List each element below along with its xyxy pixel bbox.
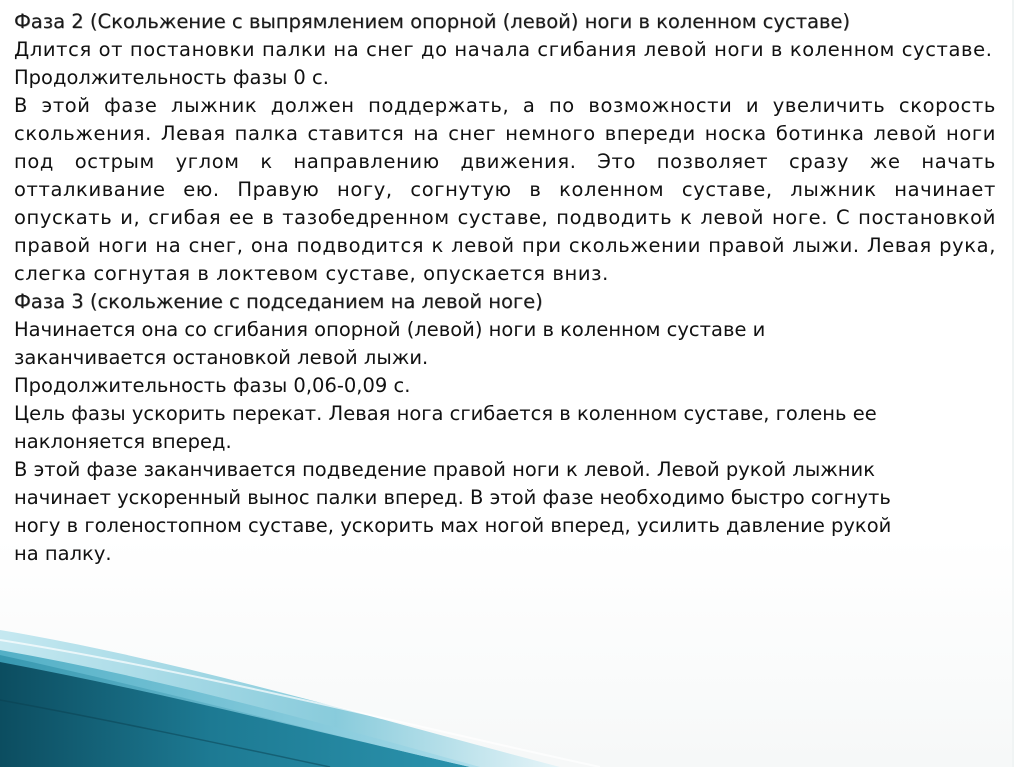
phase-3-paragraph-4-line-3: ногу в голеностопном суставе, ускорить мах ногой вперед, усилить давление рукой bbox=[14, 514, 892, 537]
phase-2-paragraph-1: Длится от постановки палки на снег до начала сгибания левой ноги в коленном суставе. bbox=[14, 38, 993, 61]
phase-3-paragraph-4-line-2: начинает ускоренный вынос палки вперед. В этой фазе необходимо быстро согнуть bbox=[14, 486, 891, 509]
phase-3-paragraph-4-line-4: на палку. bbox=[14, 542, 112, 565]
phase-3-paragraph-1-line-2: заканчивается остановкой левой лыжи. bbox=[14, 346, 429, 369]
phase-2-duration: Продолжительность фазы 0 с. bbox=[14, 66, 329, 89]
phase-3-paragraph-1-line-1: Начинается она со сгибания опорной (левой) ноги в коленном суставе и bbox=[14, 318, 766, 341]
slide-text-body bbox=[14, 8, 996, 568]
phase-3-duration: Продолжительность фазы 0,06-0,09 с. bbox=[14, 374, 411, 397]
phase-3-paragraph-3-line-2: наклоняется вперед. bbox=[14, 430, 232, 453]
phase-3-paragraph-4-line-1: В этой фазе заканчивается подведение правой ноги к левой. Левой рукой лыжник bbox=[14, 458, 875, 481]
phase-3-heading: Фаза 3 (скольжение с подседанием на левой ноге) bbox=[14, 290, 543, 313]
phase-2-heading: Фаза 2 (Скольжение с выпрямлением опорной (левой) ноги в коленном суставе) bbox=[14, 10, 850, 33]
phase-3-paragraph-3-line-1: Цель фазы ускорить перекат. Левая нога сгибается в коленном суставе, голень ее bbox=[14, 402, 877, 425]
phase-2-paragraph-3: В этой фазе лыжник должен поддержать, а по возможности и увеличить скорость скольжения. Левая палка ставится на снег немного впереди носка ботинка левой ноги под острым углом к направлению движения. Это позволяет сразу же начать отталкивание ею. Правую ногу, согнутую в коленном суставе, лыжник начинает опускать и, сгибая ее в тазобедренном суставе, подводить к левой ноге. С постановкой правой ноги на снег, она подводится к левой при скольжении правой лыжи. Левая рука, слегка согнутая в локтевом суставе, опускается вниз. bbox=[14, 94, 996, 285]
